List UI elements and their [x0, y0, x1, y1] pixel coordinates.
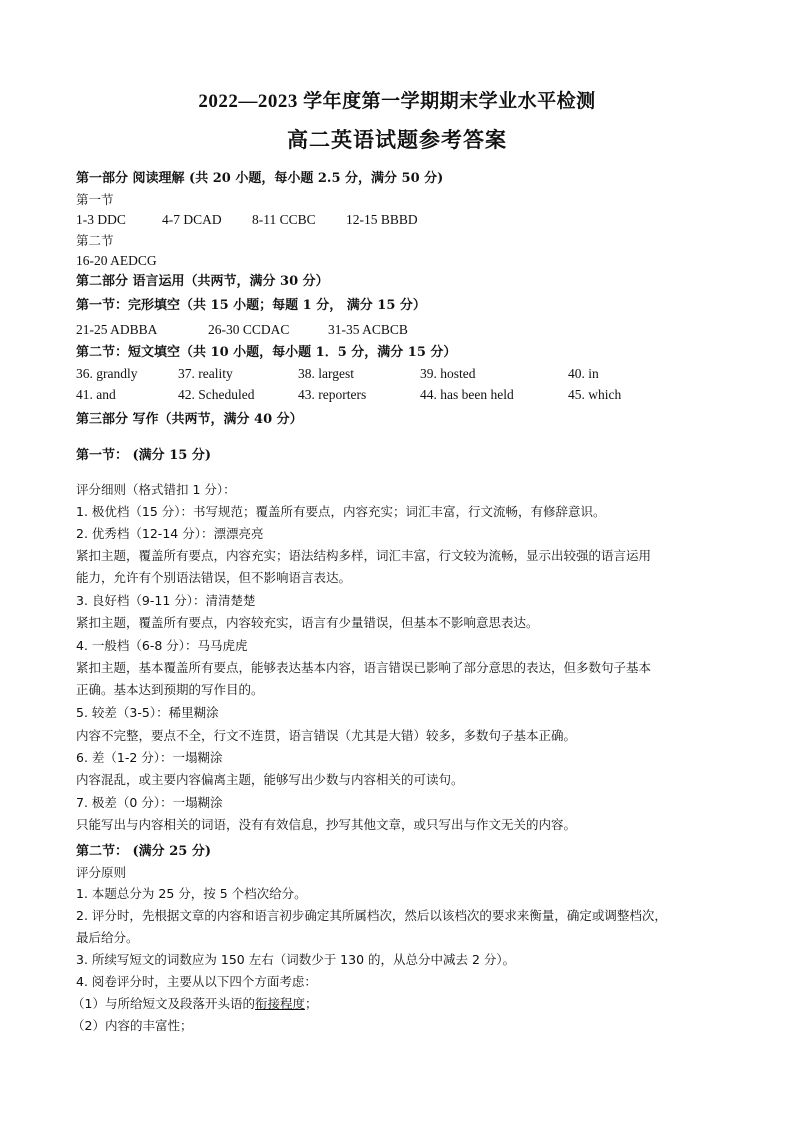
answer-group: 26-30 CCDAC [208, 322, 290, 337]
criteria-item [72, 995, 318, 1013]
scoring-line: 4. 一般档（6-8 分）：马马虎虎 [76, 638, 248, 653]
fill-answer: 45. which [568, 387, 622, 402]
answer-group: 31-35 ACBCB [328, 322, 408, 337]
scoring-line: 只能写出与内容相关的词语，没有有效信息，抄写其他文章，或只写出与作文无关的内容。 [76, 817, 577, 832]
fill-answer: 40. in [568, 366, 599, 381]
fill-answer: 37. reality [178, 366, 233, 381]
underlined-term: 衔接程度 [254, 996, 305, 1011]
part2-section1-heading: 第一节：完形填空（共 15 小题；每题 1 分， 满分 15 分） [76, 298, 426, 313]
scoring-line: 内容混乱，或主要内容偏离主题，能够写出少数与内容相关的可读句。 [76, 772, 464, 787]
scoring-line: 正确。基本达到预期的写作目的。 [76, 682, 264, 697]
scoring-line: 3. 良好档（9-11 分）：清清楚楚 [76, 593, 256, 608]
criteria-text: （1）与所给短文及段落开头语的 [72, 996, 255, 1011]
scoring-line: 最后给分。 [76, 930, 139, 945]
scoring-line: 评分原则 [76, 865, 127, 880]
criteria-item: （2）内容的丰富性； [72, 1018, 193, 1033]
scoring-line: 紧扣主题，覆盖所有要点，内容充实；语法结构多样，词汇丰富，行文较为流畅，显示出较强的语言运用 [76, 548, 652, 563]
fill-answer: 42. Scheduled [178, 387, 255, 402]
document-title: 2022—2023 学年度第一学期期末学业水平检测 [198, 91, 596, 112]
scoring-line: 内容不完整，要点不全，行文不连贯，语言错误（尤其是大错）较多，多数句子基本正确。 [76, 728, 577, 743]
fill-answer: 38. largest [298, 366, 354, 381]
part3-heading: 第三部分 写作（共两节，满分 40 分） [76, 412, 303, 427]
part3-section2-heading: 第二节： (满分 25 分) [76, 844, 211, 859]
document-subtitle: 高二英语试题参考答案 [287, 127, 507, 152]
fill-answer: 43. reporters [298, 387, 367, 402]
scoring-line: 紧扣主题，覆盖所有要点，内容较充实，语言有少量错误，但基本不影响意思表达。 [76, 615, 539, 630]
criteria-text: ； [304, 996, 318, 1011]
fill-answer: 39. hosted [420, 366, 476, 381]
scoring-line: 6. 差（1-2 分）：一塌糊涂 [76, 750, 223, 765]
scoring-line: 4. 阅卷评分时，主要从以下四个方面考虑： [76, 974, 317, 989]
fill-answer: 41. and [76, 387, 116, 402]
scoring-line: 7. 极差（0 分）：一塌糊涂 [76, 795, 223, 810]
answer-group: 12-15 BBBD [346, 212, 418, 227]
fill-answer: 36. grandly [76, 366, 138, 381]
scoring-line: 5. 较差（3-5）：稀里糊涂 [76, 705, 219, 720]
answer-group: 16-20 AEDCG [76, 253, 157, 268]
fill-answer: 44. has been held [420, 387, 514, 402]
scoring-line: 3. 所续写短文的词数应为 150 左右（词数少于 130 的，从总分中减去 2 分）。 [76, 952, 516, 967]
scoring-line: 紧扣主题，基本覆盖所有要点，能够表达基本内容，语言错误已影响了部分意思的表达，但多数句子基本 [76, 660, 652, 675]
part3-section1-heading: 第一节： (满分 15 分) [76, 448, 211, 463]
scoring-line: 评分细则（格式错扣 1 分）： [76, 482, 236, 497]
part1-section2-label: 第二节 [76, 233, 114, 248]
part1-section1-label: 第一节 [76, 192, 114, 207]
scoring-line: 2. 优秀档（12-14 分）：漂漂亮亮 [76, 526, 264, 541]
scoring-line: 2. 评分时，先根据文章的内容和语言初步确定其所属档次，然后以该档次的要求来衡量，确定或调整档次， [76, 908, 667, 923]
answer-group: 1-3 DDC [76, 212, 126, 227]
part1-heading: 第一部分 阅读理解 (共 20 小题，每小题 2.5 分，满分 50 分) [76, 171, 444, 186]
scoring-line: 1. 本题总分为 25 分，按 5 个档次给分。 [76, 886, 307, 901]
answer-group: 21-25 ADBBA [76, 322, 158, 337]
scoring-line: 能力，允许有个别语法错误，但不影响语言表达。 [76, 570, 352, 585]
part2-heading: 第二部分 语言运用（共两节，满分 30 分） [76, 274, 329, 289]
part2-section2-heading: 第二节：短文填空（共 10 小题，每小题 1．5 分，满分 15 分） [76, 345, 457, 360]
answer-group: 8-11 CCBC [252, 212, 316, 227]
answer-group: 4-7 DCAD [162, 212, 222, 227]
scoring-line: 1. 极优档（15 分）：书写规范；覆盖所有要点，内容充实；词汇丰富，行文流畅，有修辞意识。 [76, 504, 606, 519]
